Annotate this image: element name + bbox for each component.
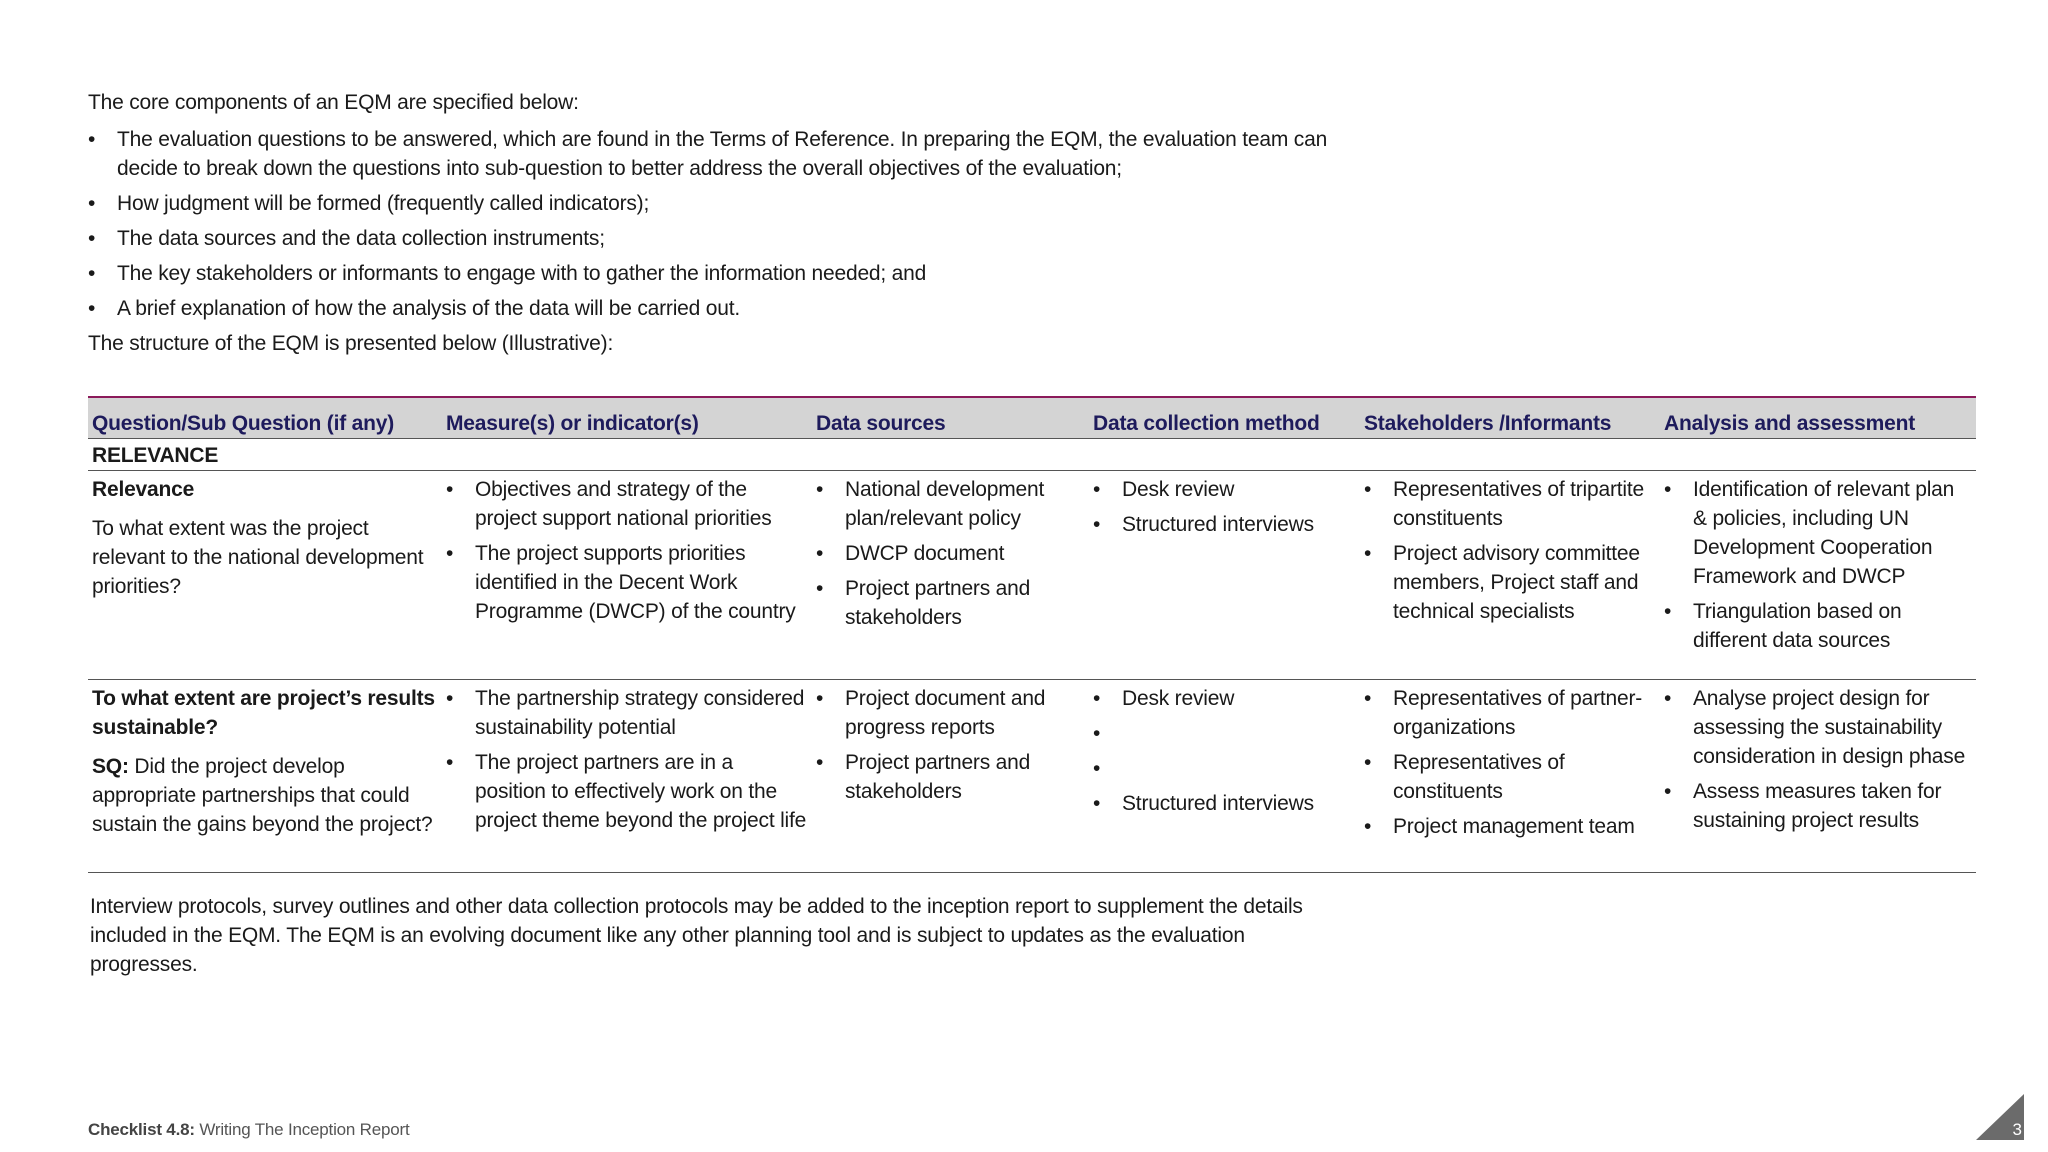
list-item: • Representatives of constituents [1364,748,1656,806]
list-item: • National development plan/relevant policy [816,475,1085,533]
measures-cell [442,680,812,873]
section-row [88,439,1976,471]
list-item: • Analyse project design for assessing the sustainability consideration in design phase [1664,684,1972,771]
list-item-empty [1093,754,1356,783]
list-item: • Assess measures taken for sustaining project results [1664,777,1972,835]
footer-title: Writing The Inception Report [194,1120,410,1139]
eqm-table [88,396,1976,873]
criterion-title: To what extent are project’s results sustainable? [92,687,435,739]
list-item: • The project partners are in a position to effectively work on the project theme beyond the project life [446,748,808,835]
sub-question [92,752,438,839]
list-item: • Representatives of partner- organizations [1364,684,1656,742]
list-item: • Desk review [1093,475,1356,504]
list-item: • Representatives of tripartite constituents [1364,475,1656,533]
list-item: • Identification of relevant plan & policies, including UN Development Cooperation Framework and DWCP [1664,475,1972,591]
column-header-sources: Data sources [812,397,1089,439]
list-item: • DWCP document [816,539,1085,568]
sq-label: SQ: [92,755,129,778]
method-cell [1089,471,1360,680]
table-row [88,680,1976,873]
table-row [88,471,1976,680]
list-item: • The project supports priorities identified in the Decent Work Programme (DWCP) of the country [446,539,808,626]
sources-cell [812,680,1089,873]
list-item: • The evaluation questions to be answered, which are found in the Terms of Reference. In preparing the EQM, the evaluation team can decide to break down the questions into sub-question to better address the overall objectives of the evaluation; [88,125,1328,183]
analysis-cell [1660,471,1976,680]
list-item: • How judgment will be formed (frequently called indicators); [88,189,1328,218]
list-item: • Project management team [1364,812,1656,841]
list-item-empty [1093,719,1356,748]
footer-label: Checklist 4.8: [88,1120,195,1139]
table-header-row [88,397,1976,439]
list-item: • Project document and progress reports [816,684,1085,742]
sq-text: Did the project develop appropriate partnerships that could sustain the gains beyond the project? [92,755,433,836]
list-item: • Structured interviews [1093,510,1356,539]
list-item: • Objectives and strategy of the project support national priorities [446,475,808,533]
question-cell [88,680,442,873]
question-cell [88,471,442,680]
column-header-method: Data collection method [1089,397,1360,439]
method-cell [1089,680,1360,873]
closing-paragraph: Interview protocols, survey outlines and other data collection protocols may be added to the inception report to supplement the details included in the EQM. The EQM is an evolving document like any other planning tool and is subject to updates as the evaluation progresses. [90,895,1303,976]
section-label: RELEVANCE [88,439,1976,471]
list-item: • Project partners and stakeholders [816,574,1085,632]
structure-lead: The structure of the EQM is presented below (Illustrative): [88,332,614,355]
list-item: • The data sources and the data collection instruments; [88,224,1328,253]
list-item: • Triangulation based on different data sources [1664,597,1972,655]
criterion-title: Relevance [92,478,195,501]
intro-lead: The core components of an EQM are specified below: [88,91,579,114]
column-header-question: Question/Sub Question (if any) [88,397,442,439]
stakeholders-cell [1360,680,1660,873]
footer [88,1120,410,1140]
list-item: • Project advisory committee members, Project staff and technical specialists [1364,539,1656,626]
intro-section [88,88,1328,358]
measures-cell [442,471,812,680]
list-item: • Structured interviews [1093,789,1356,818]
column-header-measures: Measure(s) or indicator(s) [442,397,812,439]
sources-cell [812,471,1089,680]
page-number: 3 [2012,1120,2022,1139]
list-item: • The partnership strategy considered sustainability potential [446,684,808,742]
column-header-stakeholders: Stakeholders /Informants [1360,397,1660,439]
analysis-cell [1660,680,1976,873]
list-item: • Desk review [1093,684,1356,713]
column-header-analysis: Analysis and assessment [1660,397,1976,439]
components-list [88,125,1328,323]
stakeholders-cell [1360,471,1660,680]
question-text: To what extent was the project relevant to the national development priorities? [92,517,424,598]
list-item: • A brief explanation of how the analysis of the data will be carried out. [88,294,1328,323]
list-item: • The key stakeholders or informants to engage with to gather the information needed; and [88,259,1328,288]
list-item: • Project partners and stakeholders [816,748,1085,806]
